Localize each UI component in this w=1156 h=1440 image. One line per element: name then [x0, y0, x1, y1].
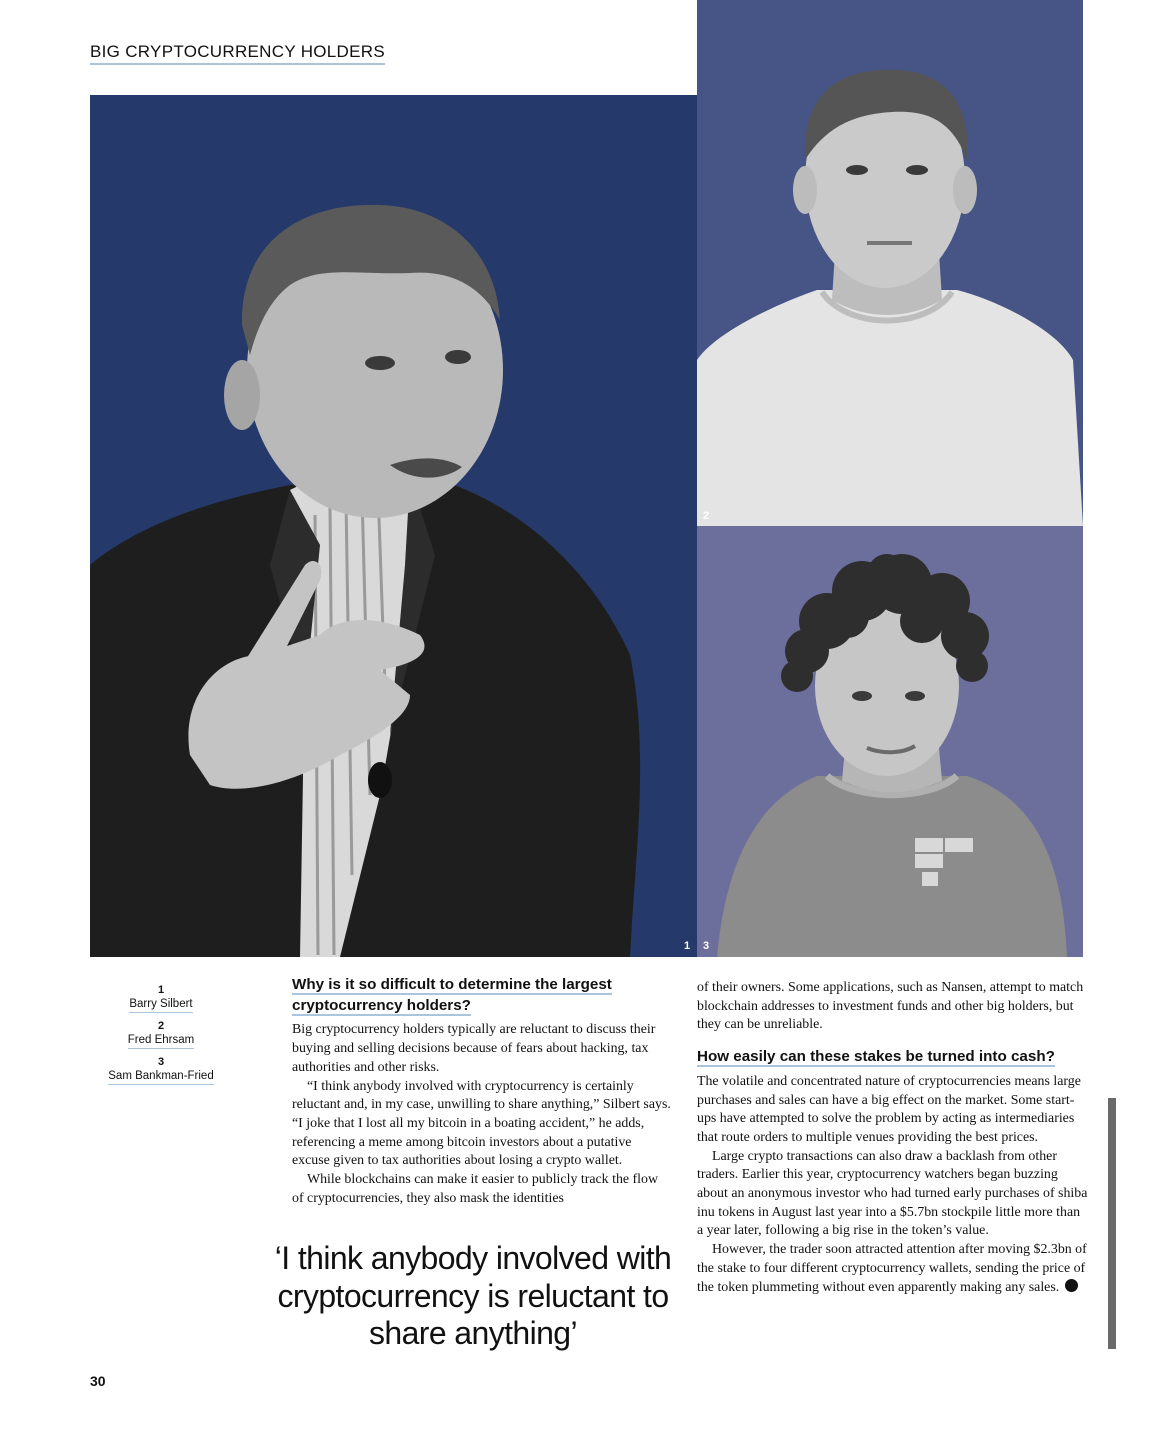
- end-mark-icon: [1065, 1279, 1078, 1292]
- photo-captions: [100, 984, 222, 1092]
- photo-fred-ehrsam: [697, 0, 1083, 526]
- pull-quote: ‘I think anybody involved with cryptocurrency is reluctant to share anything’: [274, 1240, 672, 1351]
- caption-name: Fred Ehrsam: [128, 1033, 194, 1049]
- article-paragraph: Large crypto transactions can also draw a backlash from other traders. Earlier this year, cryptocurrency watchers began buzzing about an anonymous investor who had turned early purchases of shiba inu tokens in August last year into a $5.7bn stockpile little more than a year later, following a big rise in the token’s value.: [697, 1148, 1088, 1239]
- photo-3-illustration: [697, 526, 1083, 957]
- article-column-left: [292, 975, 672, 1208]
- article-paragraph: “I think anybody involved with cryptocurrency is certainly reluctant and, in my case, unwilling to share anything,” Silbert says. “I joke that I lost all my bitcoin in a boating accident,” he adds, referencing a meme among bitcoin investors about a putative excuse given to tax authorities about losing a crypto wallet.: [292, 1078, 671, 1169]
- article-heading: How easily can these stakes be turned into cash?: [697, 1048, 1055, 1066]
- caption-number: 1: [157, 984, 165, 996]
- caption-item: [100, 984, 222, 1013]
- article-column-right: [697, 979, 1089, 1297]
- caption-item: [100, 1056, 222, 1085]
- photo-sam-bankman-fried: [697, 526, 1083, 957]
- photo-2-illustration: [697, 0, 1083, 526]
- caption-number: 2: [157, 1020, 165, 1032]
- article-paragraph-last: [697, 1241, 1089, 1297]
- article-paragraph-text: However, the trader soon attracted attention after moving $2.3bn of the stake to four different cryptocurrency wallets, sending the price of the token plummeting without even apparently making any sales.: [697, 1242, 1087, 1295]
- article-paragraph: Big cryptocurrency holders typically are reluctant to discuss their buying and selling decisions because of fears about hacking, tax authorities and other risks.: [292, 1022, 656, 1075]
- article-paragraph: The volatile and concentrated nature of cryptocurrencies means large purchases and sales can have a big effect on the market. Some start-ups have attempted to solve the problem by acting as intermediaries that route orders to multiple venues providing the best prices.: [697, 1073, 1081, 1145]
- caption-name: Sam Bankman-Fried: [108, 1069, 213, 1085]
- photo-3-number: 3: [703, 940, 710, 952]
- caption-number: 3: [157, 1056, 165, 1068]
- photo-1-number: 1: [684, 940, 691, 952]
- section-title: BIG CRYPTOCURRENCY HOLDERS: [90, 42, 385, 65]
- article-paragraph: of their owners. Some applications, such as Nansen, attempt to match blockchain addresses to investment funds and other big holders, but they can be unreliable.: [697, 980, 1084, 1033]
- caption-name: Barry Silbert: [129, 997, 192, 1013]
- side-tab-bar: [1108, 1098, 1116, 1349]
- caption-item: [100, 1020, 222, 1049]
- photo-2-number: 2: [703, 510, 710, 522]
- article-heading: Why is it so difficult to determine the largest cryptocurrency holders?: [292, 976, 612, 1014]
- article-paragraph: While blockchains can make it easier to publicly track the flow of cryptocurrencies, they also mask the identities: [292, 1172, 658, 1206]
- page-number: 30: [90, 1373, 106, 1389]
- photo-1-illustration: [90, 95, 697, 957]
- photo-barry-silbert: [90, 95, 697, 957]
